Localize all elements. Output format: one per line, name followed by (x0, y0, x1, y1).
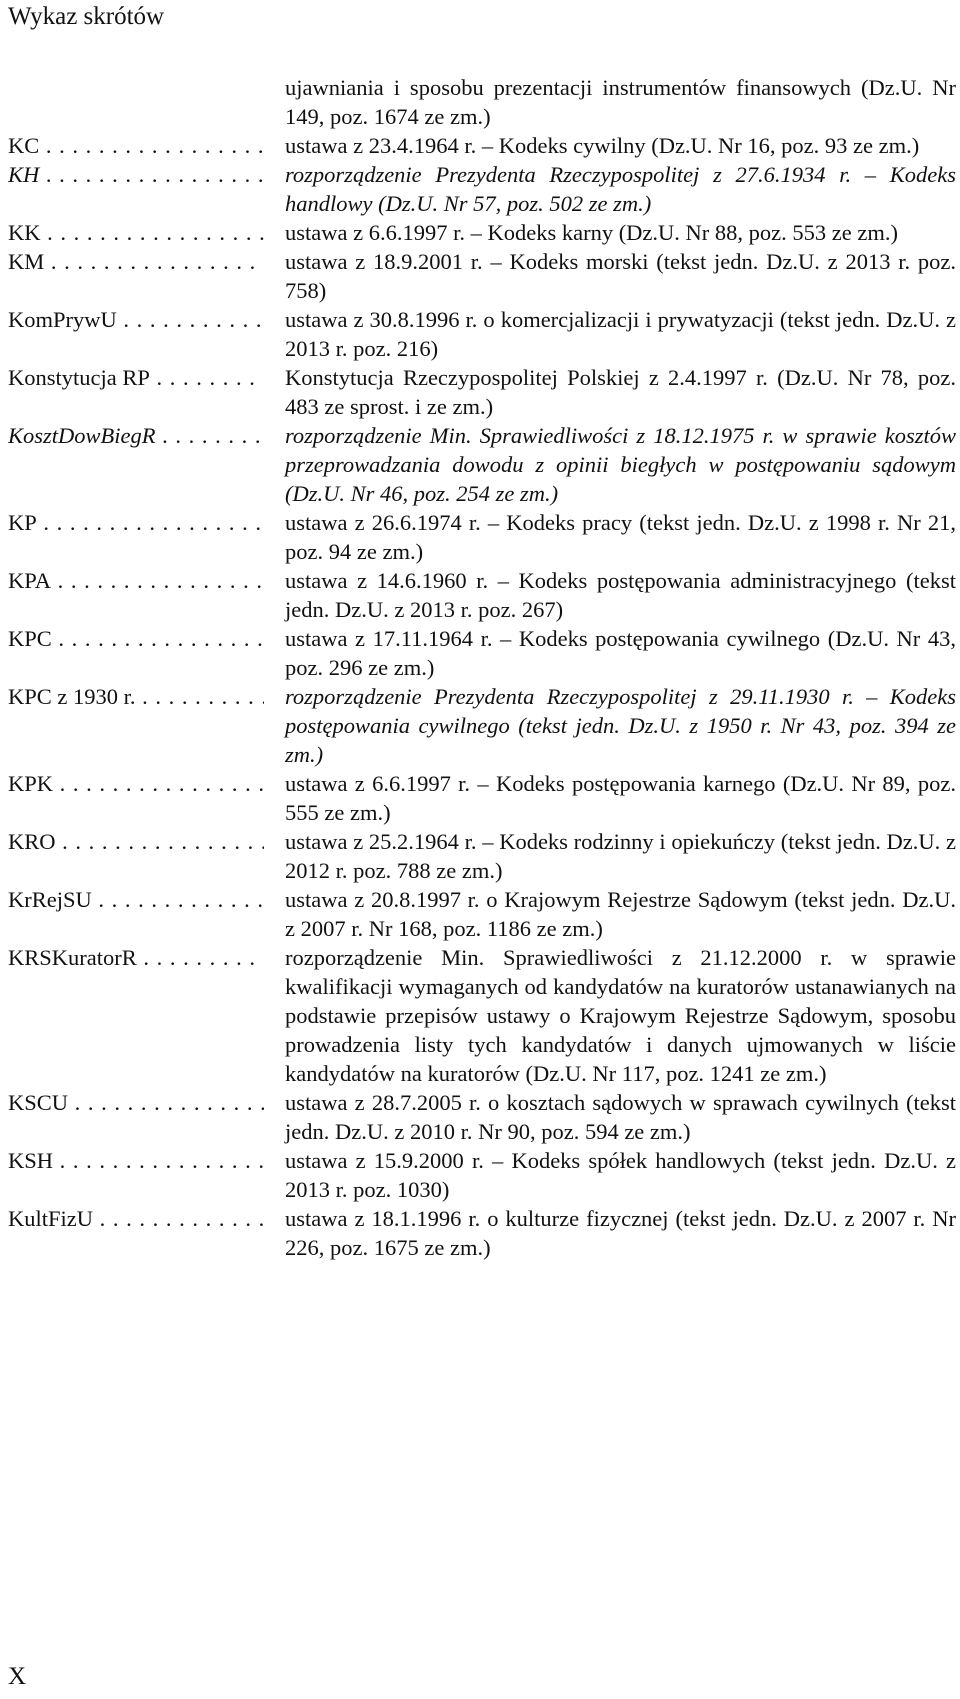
abbreviation-label: KPA (8, 568, 51, 593)
abbreviation-label: KC (8, 133, 40, 158)
abbreviation-label: KRSKuratorR (8, 945, 137, 970)
abbreviation-definition: ustawa z 6.6.1997 r. – Kodeks postępowania karnego (Dz.U. Nr 89, poz. 555 ze zm.) (285, 771, 956, 825)
abbreviation-entry (8, 1088, 956, 1146)
abbreviation-entry (8, 769, 956, 827)
abbreviation-label: KomPrywU (8, 307, 117, 332)
abbreviation-term (8, 769, 264, 798)
abbreviation-definition: ustawa z 28.7.2005 r. o kosztach sądowych w sprawach cywilnych (tekst jedn. Dz.U. z 2010 r. Nr 90, poz. 594 ze zm.) (285, 1090, 956, 1144)
abbreviation-entry (8, 885, 956, 943)
abbreviation-entry (8, 682, 956, 769)
abbreviation-label: KM (8, 249, 45, 274)
abbreviation-definition: rozporządzenie Min. Sprawiedliwości z 18.12.1975 r. w sprawie kosztów przeprowadzania dowodu z opinii biegłych w postępowaniu sądowym (Dz.U. Nr 46, poz. 254 ze zm.) (285, 423, 956, 506)
abbreviation-term (8, 1204, 264, 1233)
abbreviation-term (8, 1088, 264, 1117)
abbreviation-label: KPC (8, 626, 52, 651)
abbreviation-term (8, 363, 264, 392)
abbreviation-list (8, 73, 956, 1262)
abbreviation-term (8, 885, 264, 914)
abbreviation-term (8, 508, 264, 537)
abbreviation-entry (8, 566, 956, 624)
abbreviation-entry (8, 247, 956, 305)
abbreviation-entry (8, 160, 956, 218)
abbreviation-definition: ustawa z 14.6.1960 r. – Kodeks postępowania administracyjnego (tekst jedn. Dz.U. z 2013 r. poz. 267) (285, 568, 956, 622)
abbreviation-definition: rozporządzenie Prezydenta Rzeczypospolitej z 29.11.1930 r. – Kodeks postępowania cywilnego (tekst jedn. Dz.U. z 1950 r. Nr 43, poz. 394 ze zm.) (285, 684, 956, 767)
abbreviation-definition: ustawa z 20.8.1997 r. o Krajowym Rejestrze Sądowym (tekst jedn. Dz.U. z 2007 r. Nr 168, poz. 1186 ze zm.) (285, 887, 956, 941)
abbreviation-entry (8, 305, 956, 363)
abbreviation-label: KSCU (8, 1090, 69, 1115)
abbreviation-entry (8, 131, 956, 160)
abbreviation-definition: rozporządzenie Min. Sprawiedliwości z 21.12.2000 r. w sprawie kwalifikacji wymaganych od kandydatów na kuratorów ustanawianych na podstawie przepisów ustawy o Krajowym Rejestrze Sądowym, sposobu prowadzenia listy tych kandydatów i danych ujmowanych w liście kandydatów na kuratorów (Dz.U. Nr 117, poz. 1241 ze zm.) (285, 945, 956, 1086)
abbreviation-entry (8, 73, 956, 131)
page-number: X (8, 1663, 27, 1690)
abbreviation-term (8, 1146, 264, 1175)
abbreviation-definition: ujawniania i sposobu prezentacji instrumentów finansowych (Dz.U. Nr 149, poz. 1674 ze zm.) (285, 75, 956, 129)
abbreviation-label: KH (8, 162, 40, 187)
abbreviation-label: KPC z 1930 r. (8, 684, 136, 709)
abbreviation-label: KPK (8, 771, 54, 796)
abbreviation-entry (8, 421, 956, 508)
abbreviation-label: KosztDowBiegR (8, 423, 156, 448)
abbreviation-entry (8, 218, 956, 247)
abbreviation-label: KrRejSU (8, 887, 92, 912)
abbreviation-label: KRO (8, 829, 56, 854)
abbreviation-label: KK (8, 220, 41, 245)
abbreviation-term (8, 566, 264, 595)
abbreviation-entry (8, 943, 956, 1088)
abbreviation-term (8, 131, 264, 160)
abbreviation-definition: ustawa z 26.6.1974 r. – Kodeks pracy (tekst jedn. Dz.U. z 1998 r. Nr 21, poz. 94 ze zm.) (285, 510, 956, 564)
abbreviation-term (8, 305, 264, 334)
abbreviation-entry (8, 827, 956, 885)
abbreviation-term (8, 247, 264, 276)
abbreviation-definition: ustawa z 18.1.1996 r. o kulturze fizycznej (tekst jedn. Dz.U. z 2007 r. Nr 226, poz. 1675 ze zm.) (285, 1206, 956, 1260)
abbreviation-definition: ustawa z 25.2.1964 r. – Kodeks rodzinny i opiekuńczy (tekst jedn. Dz.U. z 2012 r. poz. 788 ze zm.) (285, 829, 956, 883)
abbreviation-term (8, 943, 264, 972)
abbreviation-definition: ustawa z 23.4.1964 r. – Kodeks cywilny (Dz.U. Nr 16, poz. 93 ze zm.) (285, 133, 920, 158)
abbreviation-definition: Konstytucja Rzeczypospolitej Polskiej z 2.4.1997 r. (Dz.U. Nr 78, poz. 483 ze sprost. i ze zm.) (285, 365, 956, 419)
abbreviation-entry (8, 363, 956, 421)
abbreviation-term (8, 624, 264, 653)
abbreviation-term (8, 160, 264, 189)
abbreviation-definition: rozporządzenie Prezydenta Rzeczypospolitej z 27.6.1934 r. – Kodeks handlowy (Dz.U. Nr 57, poz. 502 ze zm.) (285, 162, 956, 216)
abbreviation-term (8, 218, 264, 247)
abbreviation-term (8, 421, 264, 450)
abbreviation-entry (8, 1204, 956, 1262)
abbreviation-definition: ustawa z 17.11.1964 r. – Kodeks postępowania cywilnego (Dz.U. Nr 43, poz. 296 ze zm.) (285, 626, 956, 680)
abbreviation-definition: ustawa z 30.8.1996 r. o komercjalizacji i prywatyzacji (tekst jedn. Dz.U. z 2013 r. poz. 216) (285, 307, 956, 361)
abbreviation-definition: ustawa z 18.9.2001 r. – Kodeks morski (tekst jedn. Dz.U. z 2013 r. poz. 758) (285, 249, 956, 303)
abbreviation-label: KultFizU (8, 1206, 94, 1231)
abbreviation-term (8, 682, 264, 711)
abbreviation-term (8, 827, 264, 856)
abbreviation-entry (8, 1146, 956, 1204)
abbreviation-label: KSH (8, 1148, 54, 1173)
abbreviation-definition: ustawa z 15.9.2000 r. – Kodeks spółek handlowych (tekst jedn. Dz.U. z 2013 r. poz. 1030) (285, 1148, 956, 1202)
abbreviation-label: KP (8, 510, 37, 535)
abbreviation-entry (8, 508, 956, 566)
page-header: Wykaz skrótów (8, 3, 165, 30)
abbreviation-entry (8, 624, 956, 682)
abbreviation-label: Konstytucja RP (8, 365, 150, 390)
abbreviation-definition: ustawa z 6.6.1997 r. – Kodeks karny (Dz.U. Nr 88, poz. 553 ze zm.) (285, 220, 898, 245)
